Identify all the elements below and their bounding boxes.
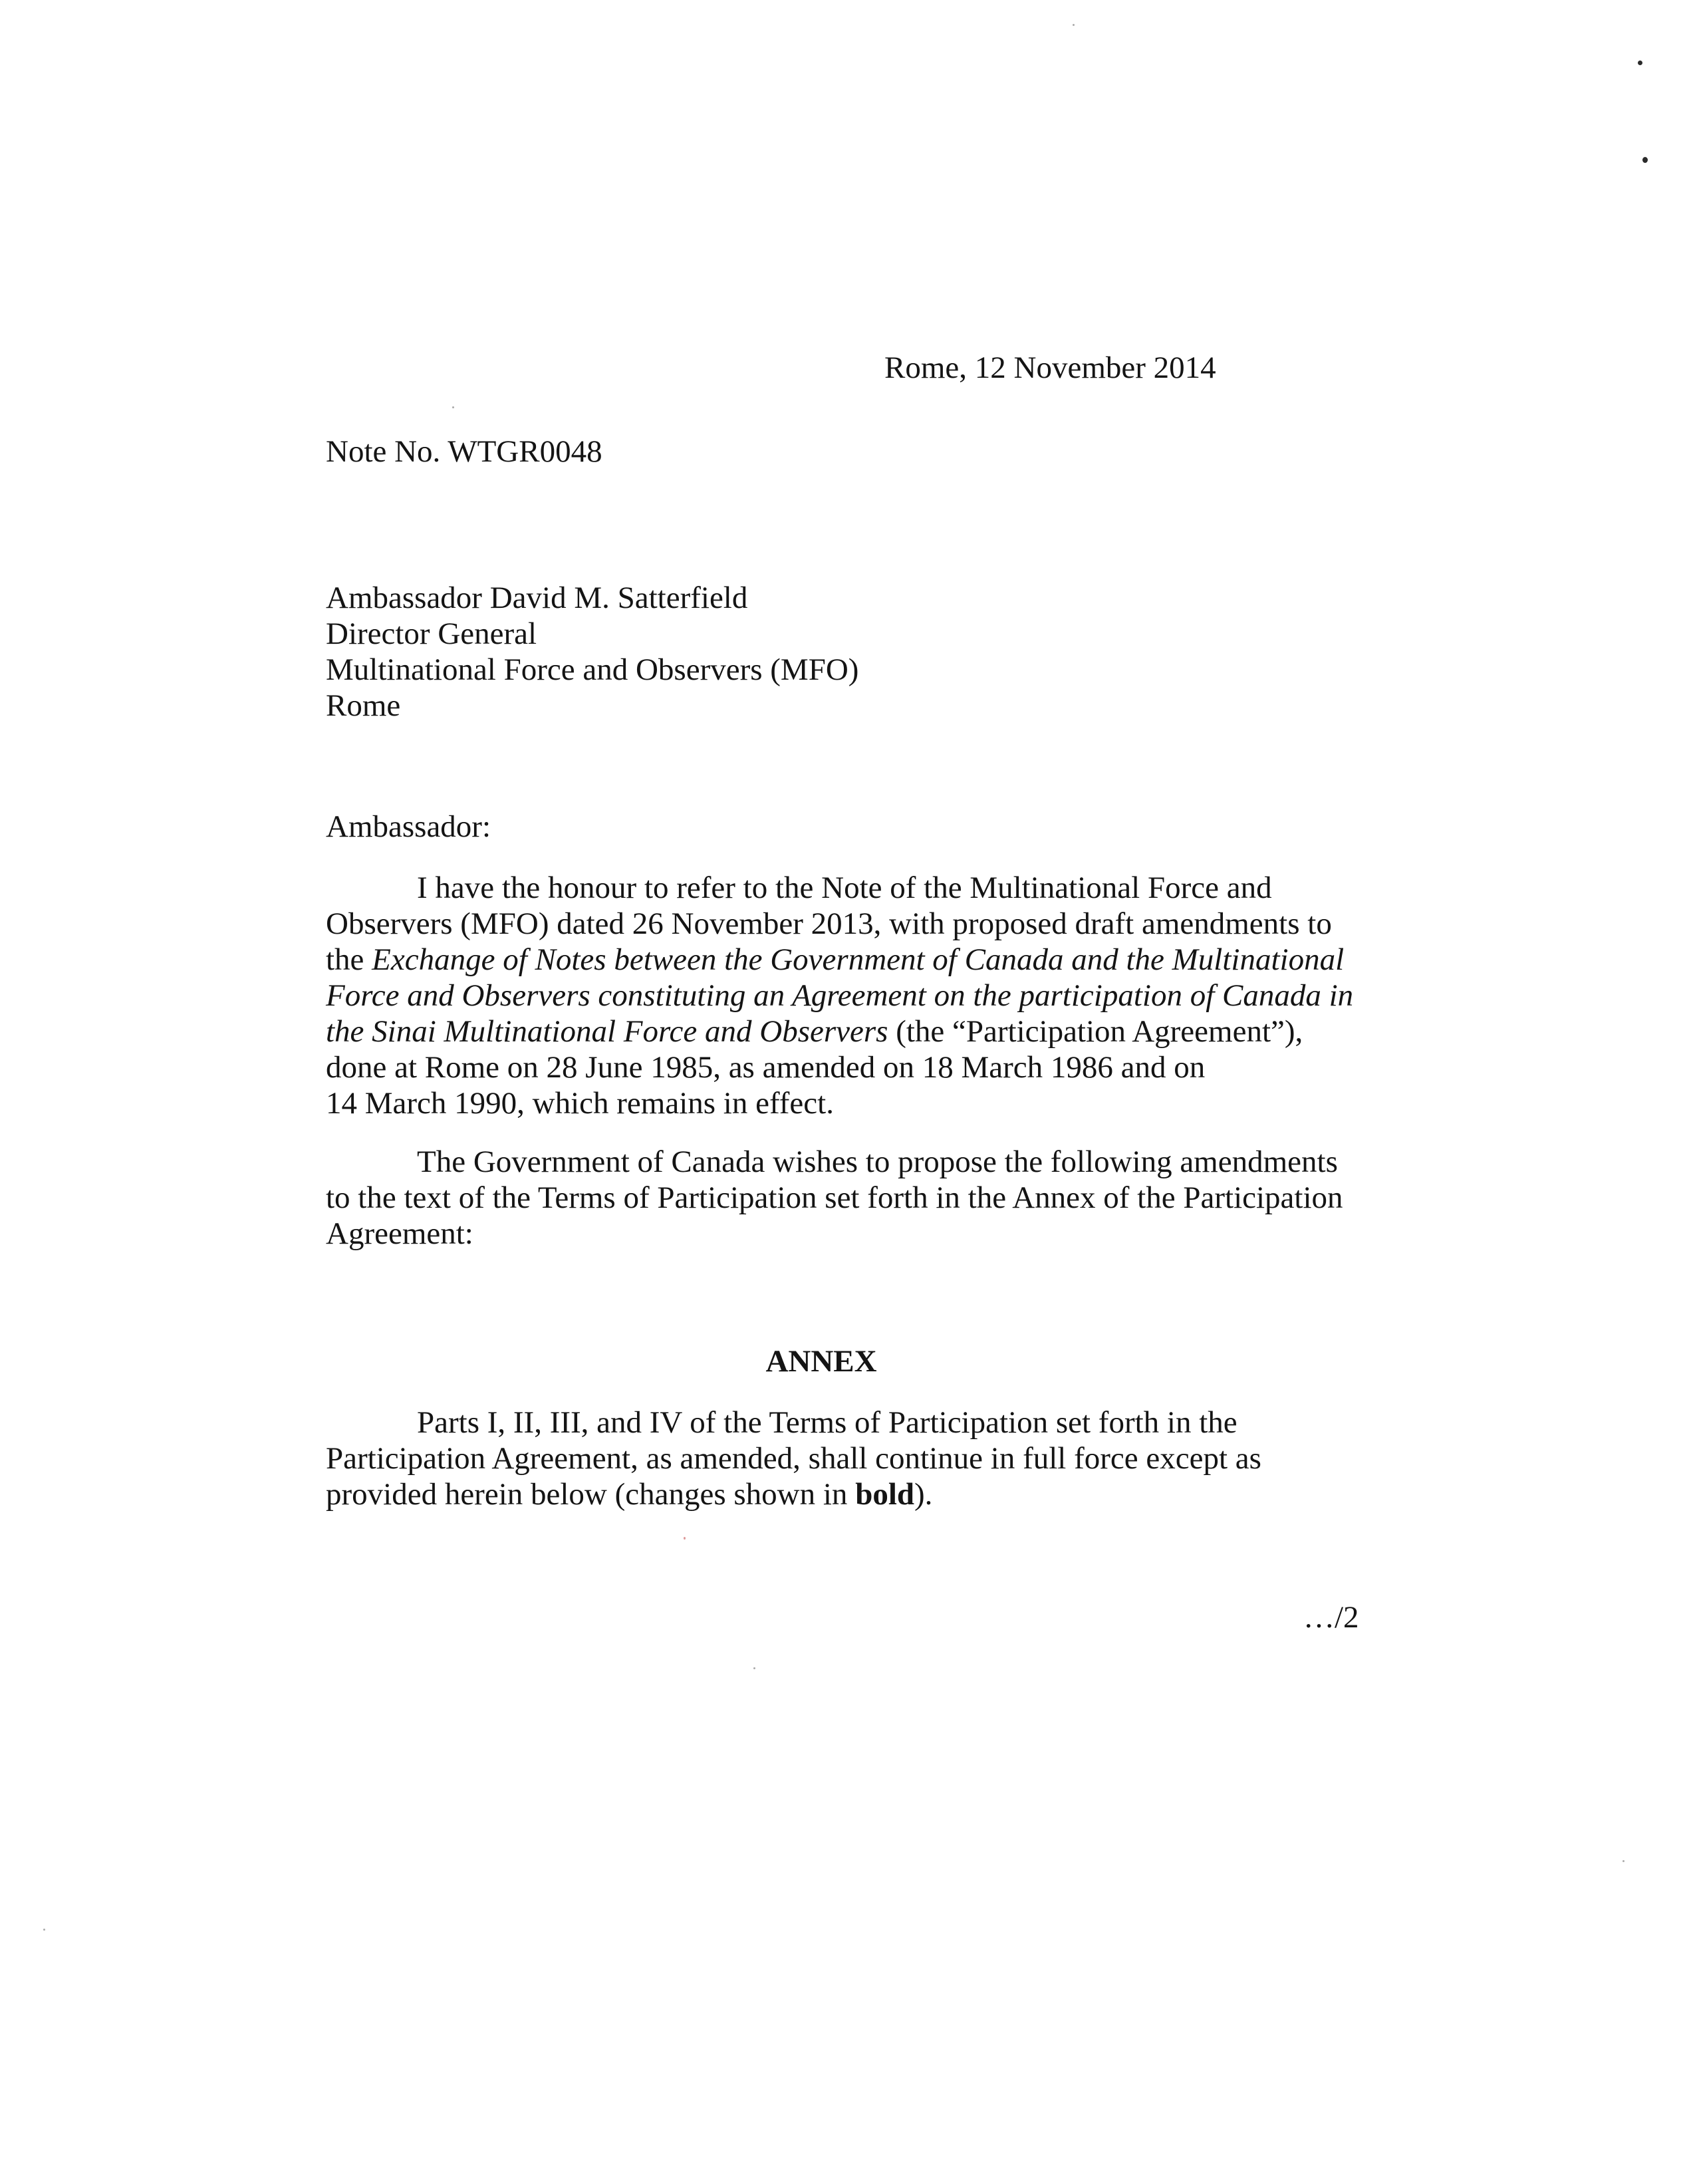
- paragraph-annex-terms: [326, 1405, 1261, 1512]
- paragraph-line: [326, 978, 1353, 1014]
- text-run: the: [326, 942, 372, 977]
- agreement-title-italic: Force and Observers constituting an Agreement on the participation of Canada in: [326, 978, 1354, 1013]
- paragraph-line: [326, 1014, 1353, 1049]
- recipient-name: Ambassador David M. Satterfield: [326, 581, 748, 615]
- text-run: (the “Participation Agreement”),: [888, 1014, 1303, 1049]
- paragraph-line: [326, 942, 1353, 978]
- paragraph-proposal: [326, 1144, 1343, 1252]
- agreement-title-italic: Exchange of Notes between the Government of Canada and the Multinational: [372, 942, 1345, 977]
- recipient-organization: Multinational Force and Observers (MFO): [326, 652, 859, 687]
- scan-speck: [1642, 157, 1648, 163]
- scan-speck: [1073, 24, 1075, 26]
- paragraph-line: Parts I, II, III, and IV of the Terms of Participation set forth in the: [417, 1405, 1237, 1440]
- recipient-city: Rome: [326, 688, 401, 723]
- scan-speck: [43, 1929, 45, 1931]
- scan-speck: [1638, 61, 1642, 65]
- paragraph-line: done at Rome on 28 June 1985, as amended on 18 March 1986 and on: [326, 1050, 1206, 1085]
- text-run: ).: [914, 1477, 933, 1512]
- paragraph-line: Agreement:: [326, 1216, 473, 1251]
- agreement-title-italic: the Sinai Multinational Force and Observers: [326, 1014, 888, 1049]
- note-number: Note No. WTGR0048: [326, 434, 602, 469]
- paragraph-line: to the text of the Terms of Participation set forth in the Annex of the Participation: [326, 1180, 1343, 1215]
- paragraph-line: The Government of Canada wishes to propose the following amendments: [417, 1145, 1338, 1179]
- paragraph-reference-note: [326, 870, 1353, 1121]
- scan-speck: [1622, 1860, 1624, 1862]
- scan-speck: [684, 1537, 686, 1540]
- paragraph-line: Observers (MFO) dated 26 November 2013, with proposed draft amendments to: [326, 906, 1332, 941]
- paragraph-line: 14 March 1990, which remains in effect.: [326, 1086, 834, 1121]
- salutation: Ambassador:: [326, 809, 491, 844]
- paragraph-line: Participation Agreement, as amended, shall continue in full force except as: [326, 1441, 1261, 1476]
- paragraph-line: [326, 1476, 1261, 1512]
- annex-heading: ANNEX: [765, 1344, 877, 1379]
- text-run: provided herein below (changes shown in: [326, 1477, 856, 1512]
- page-continuation-marker: …/2: [1303, 1600, 1359, 1635]
- bold-word: bold: [855, 1477, 915, 1512]
- recipient-address-block: [326, 580, 858, 724]
- date-line: Rome, 12 November 2014: [884, 350, 1216, 385]
- scan-speck: [452, 406, 454, 408]
- recipient-title: Director General: [326, 616, 537, 651]
- scan-speck: [753, 1667, 755, 1669]
- paragraph-line: I have the honour to refer to the Note of the Multinational Force and: [417, 871, 1272, 905]
